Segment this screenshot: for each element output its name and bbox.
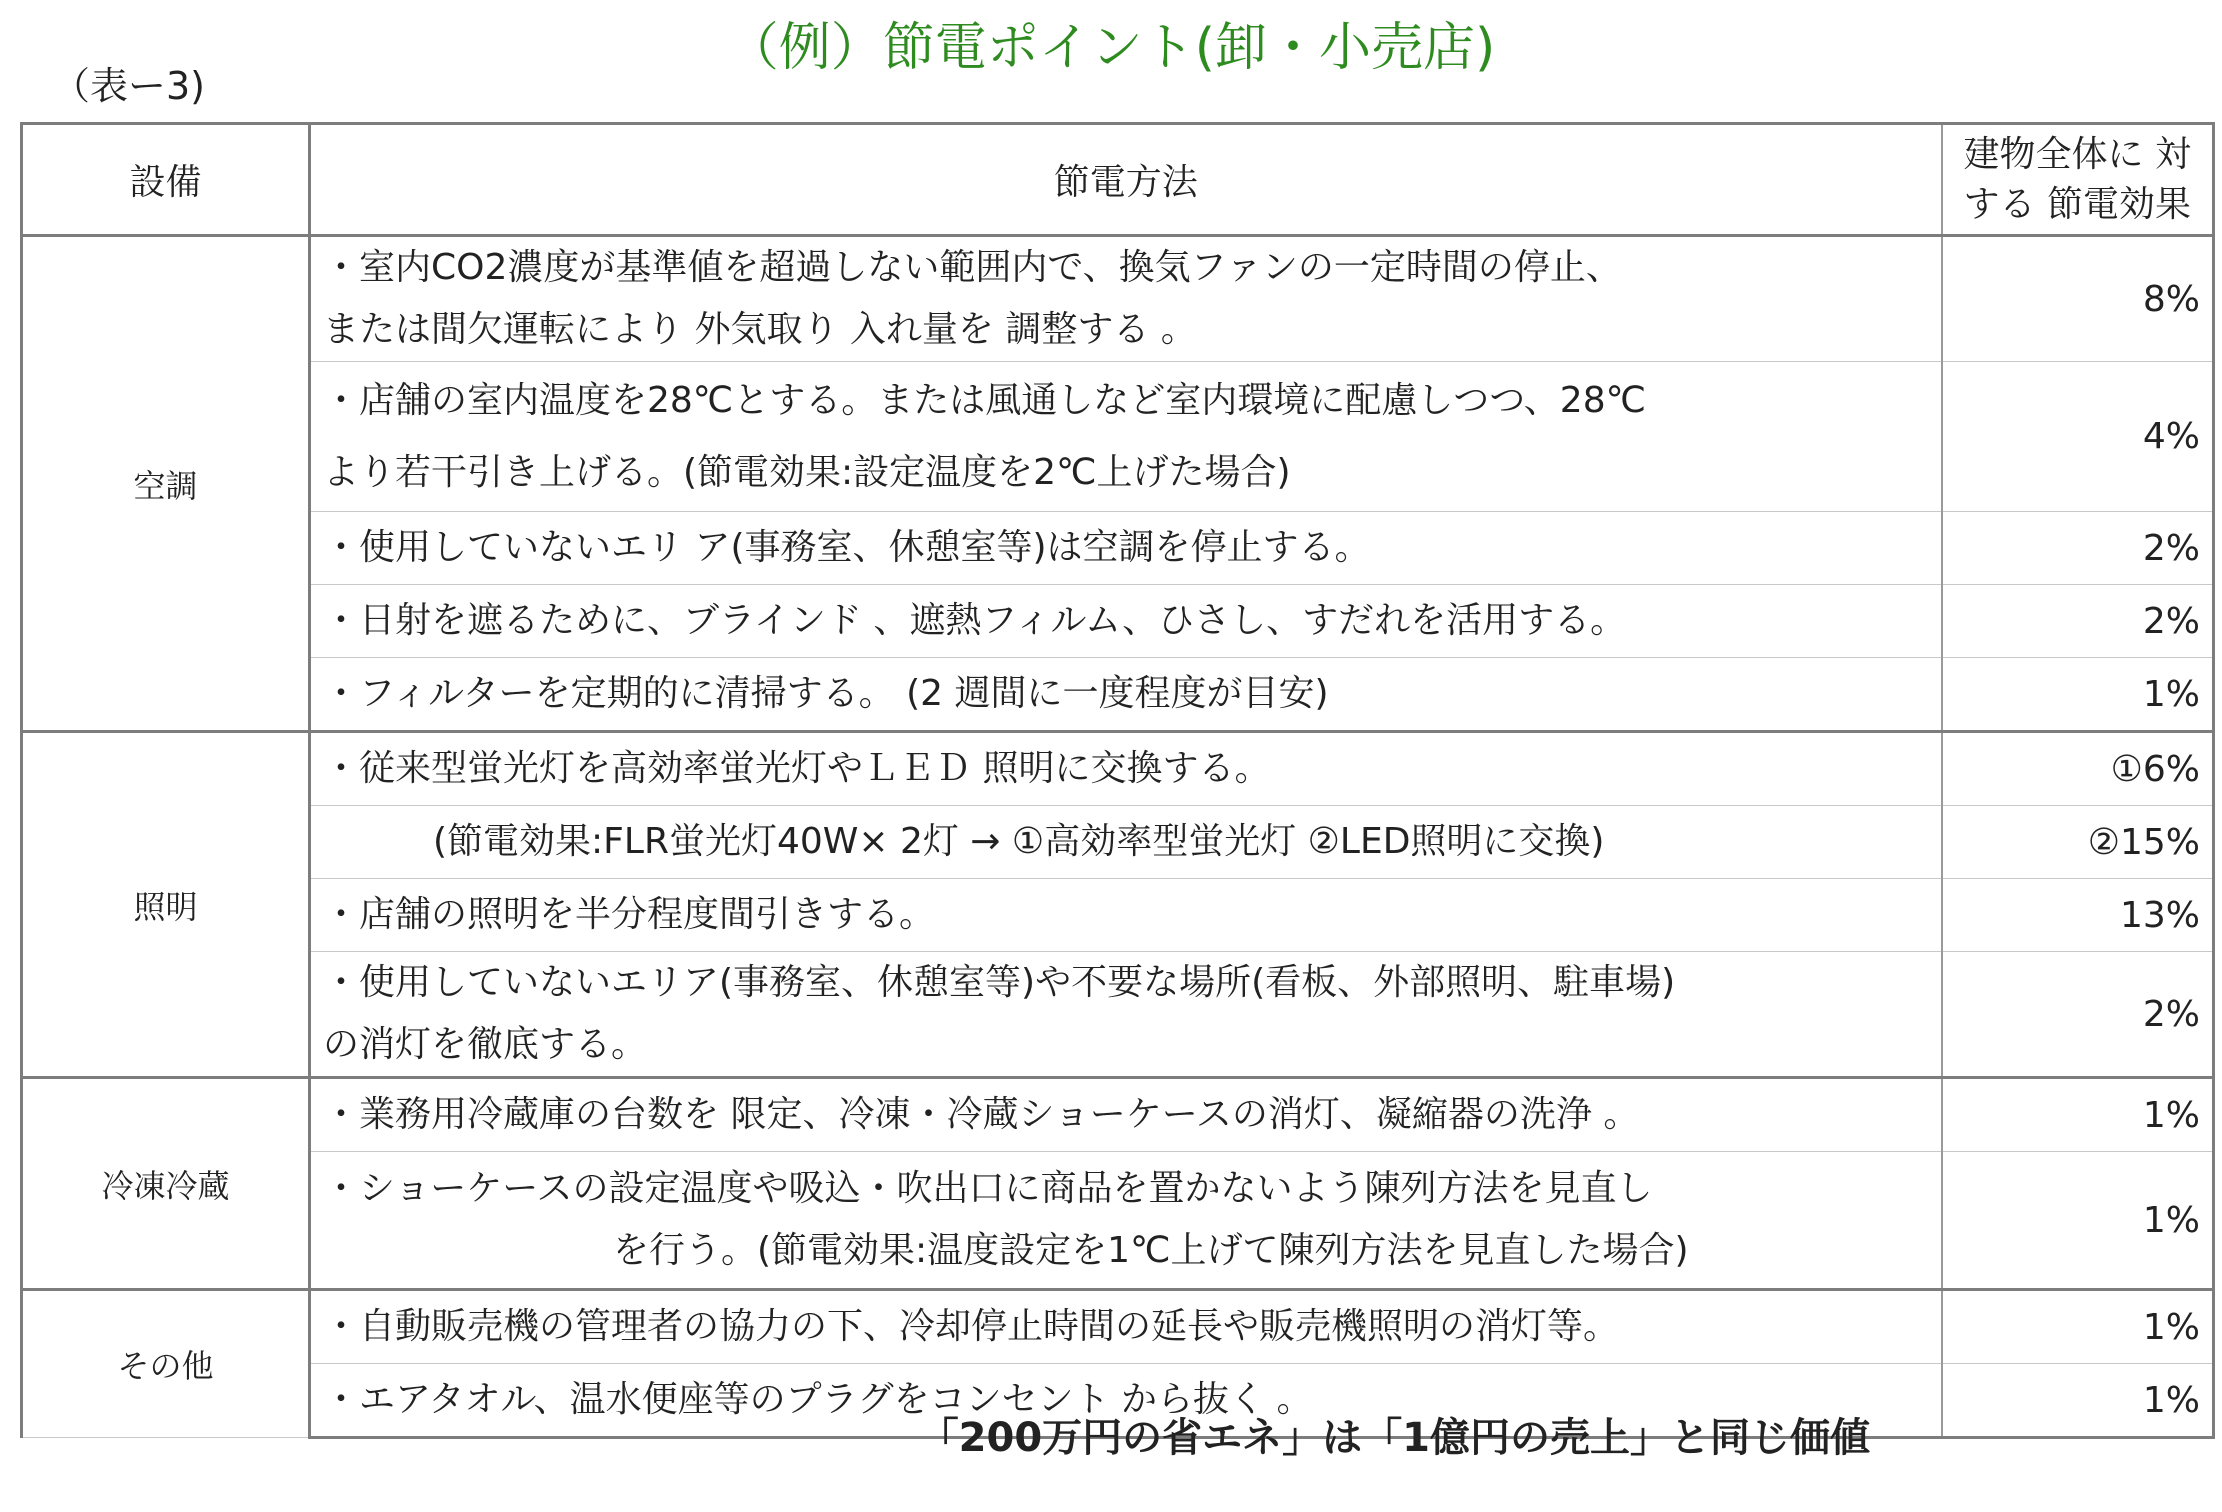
effect-value: 13% bbox=[1942, 879, 2214, 952]
method-text: ・ショーケースの設定温度や吸込・吹出口に商品を置かないよう陳列方法を見直し bbox=[323, 1168, 1653, 1209]
method-text: ・店舗の照明を半分程度間引きする。 bbox=[323, 894, 936, 935]
effect-value: 2% bbox=[1942, 585, 2214, 658]
method-text: ・フィルターを定期的に清掃する。 (2 週間に一度程度が目安) bbox=[323, 673, 1329, 714]
effect-value: 1% bbox=[1942, 658, 2214, 732]
method-cell bbox=[310, 512, 1942, 585]
category-refrigeration: 冷凍冷蔵 bbox=[22, 1078, 310, 1290]
method-text: ・日射を遮るために、ブラインド 、遮熱フィルム、ひさし、すだれを活用する。 bbox=[323, 600, 1627, 641]
header-effect-line1: 建物全体に 対 bbox=[1963, 133, 2191, 175]
effect-value: 1% bbox=[1942, 1364, 2214, 1438]
method-text: ・自動販売機の管理者の協力の下、冷却停止時間の延長や販売機照明の消灯等。 bbox=[323, 1306, 1620, 1347]
header-equipment: 設備 bbox=[22, 124, 310, 236]
method-text: ・室内CO2濃度が基準値を超過しない範囲内で、換気ファンの一定時間の停止、 bbox=[323, 247, 1622, 288]
footer-slogan: 「200万円の省エネ」は「1億円の売上」と同じ価値 bbox=[918, 1415, 1870, 1461]
table-row bbox=[22, 1290, 2214, 1364]
method-cell bbox=[310, 879, 1942, 952]
category-lighting: 照明 bbox=[22, 732, 310, 1078]
effect-value: 4% bbox=[1942, 362, 2214, 512]
effect-value: ②15% bbox=[1942, 806, 2214, 879]
table-label: （表ー3) bbox=[52, 64, 206, 108]
method-cell bbox=[310, 658, 1942, 732]
effect-value: 2% bbox=[1942, 952, 2214, 1078]
header-effect-line2: する 節電効果 bbox=[1963, 183, 2191, 225]
method-text: ・店舗の室内温度を28℃とする。または風通しなど室内環境に配慮しつつ、28℃ bbox=[323, 379, 1647, 421]
method-text: ・使用していないエリア(事務室、休憩室等)や不要な場所(看板、外部照明、駐車場) bbox=[323, 962, 1676, 1003]
method-cell bbox=[310, 1290, 1942, 1364]
method-cell bbox=[310, 732, 1942, 806]
method-cell bbox=[310, 952, 1942, 1078]
table-row bbox=[22, 512, 2214, 585]
effect-value: 1% bbox=[1942, 1152, 2214, 1290]
method-text: (節電効果:FLR蛍光灯40W× 2灯 → ①高効率型蛍光灯 ②LED照明に交換) bbox=[433, 821, 1605, 862]
table-row bbox=[22, 806, 2214, 879]
table-row bbox=[22, 879, 2214, 952]
table-row bbox=[22, 732, 2214, 806]
method-cell bbox=[310, 362, 1942, 512]
method-cell bbox=[310, 236, 1942, 362]
method-text: ・エアタオル、温水便座等のプラグをコンセント から抜く 。 bbox=[323, 1379, 1313, 1420]
effect-value: 2% bbox=[1942, 512, 2214, 585]
category-other: その他 bbox=[22, 1290, 310, 1438]
method-cell bbox=[310, 1078, 1942, 1152]
method-text: ・業務用冷蔵庫の台数を 限定、冷凍・冷蔵ショーケースの消灯、凝縮器の洗浄 。 bbox=[323, 1094, 1640, 1135]
table-row bbox=[22, 1152, 2214, 1290]
effect-value: ①6% bbox=[1942, 732, 2214, 806]
method-cell bbox=[310, 1152, 1942, 1290]
method-text: または間欠運転により 外気取り 入れ量を 調整する 。 bbox=[323, 309, 1197, 350]
power-saving-table bbox=[20, 122, 2215, 1439]
method-text: の消灯を徹底する。 bbox=[323, 1024, 648, 1065]
header-effect bbox=[1942, 124, 2214, 236]
table-header-row bbox=[22, 124, 2214, 236]
effect-value: 1% bbox=[1942, 1078, 2214, 1152]
table-row bbox=[22, 362, 2214, 512]
table-row bbox=[22, 585, 2214, 658]
method-cell bbox=[310, 806, 1942, 879]
header-method: 節電方法 bbox=[310, 124, 1942, 236]
table-row bbox=[22, 658, 2214, 732]
table-row bbox=[22, 236, 2214, 362]
category-aircon: 空調 bbox=[22, 236, 310, 732]
method-text: を行う。(節電効果:温度設定を1℃上げて陳列方法を見直した場合) bbox=[613, 1230, 1689, 1271]
effect-value: 8% bbox=[1942, 236, 2214, 362]
method-text: より若干引き上げる。(節電効果:設定温度を2℃上げた場合) bbox=[323, 451, 1291, 493]
effect-value: 1% bbox=[1942, 1290, 2214, 1364]
method-cell bbox=[310, 585, 1942, 658]
table-row bbox=[22, 1078, 2214, 1152]
method-text: ・使用していないエリ ア(事務室、休憩室等)は空調を停止する。 bbox=[323, 527, 1371, 568]
method-text: ・従来型蛍光灯を高効率蛍光灯やＬＥＤ 照明に交換する。 bbox=[323, 748, 1271, 789]
table-row bbox=[22, 952, 2214, 1078]
page-title: （例）節電ポイント(卸・小売店) bbox=[726, 18, 1496, 78]
